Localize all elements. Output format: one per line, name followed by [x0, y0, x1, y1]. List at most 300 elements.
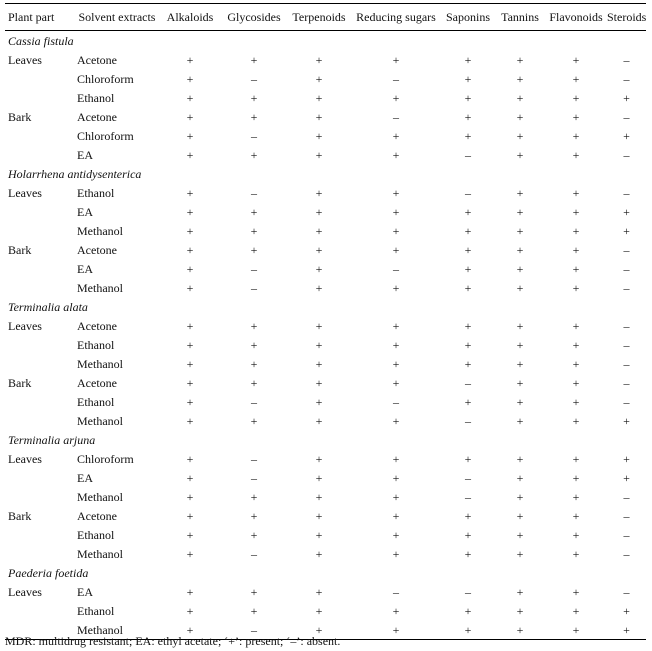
result-cell: + — [623, 413, 630, 428]
result-cell: + — [186, 71, 194, 86]
result-cell: + — [516, 185, 524, 200]
result-cell: + — [315, 147, 323, 162]
result-cell: + — [315, 356, 323, 371]
table-row — [5, 392, 646, 411]
solvent-cell: Chloroform — [77, 451, 134, 466]
result-cell: + — [572, 470, 580, 485]
result-cell: + — [623, 603, 630, 618]
result-cell: + — [464, 603, 472, 618]
header-alkaloids: Alkaloids — [159, 4, 221, 31]
result-cell: + — [315, 52, 323, 67]
solvent-cell: Methanol — [77, 356, 123, 371]
solvent-cell: Methanol — [77, 280, 123, 295]
solvent-cell: Ethanol — [77, 185, 115, 200]
result-cell: + — [315, 451, 323, 466]
result-cell: + — [315, 375, 323, 390]
result-cell: + — [315, 470, 323, 485]
result-cell: + — [572, 280, 580, 295]
table-row — [5, 259, 646, 278]
result-cell: + — [392, 147, 400, 162]
result-cell: + — [516, 527, 524, 542]
solvent-cell: Acetone — [77, 52, 117, 67]
result-cell: + — [572, 356, 580, 371]
result-cell: – — [393, 584, 399, 599]
result-cell: + — [516, 508, 524, 523]
plant-part-cell — [5, 601, 75, 620]
result-cell: + — [572, 128, 580, 143]
result-cell: + — [392, 242, 400, 257]
species-name: Terminalia arjuna — [8, 432, 96, 447]
result-cell: + — [516, 71, 524, 86]
result-cell: + — [572, 261, 580, 276]
result-cell: + — [392, 318, 400, 333]
result-cell: + — [186, 584, 194, 599]
table-row — [5, 126, 646, 145]
header-plant-part: Plant part — [5, 4, 75, 31]
result-cell: + — [392, 413, 400, 428]
result-cell: – — [623, 508, 630, 523]
table-row — [5, 278, 646, 297]
header-solvent-extracts: Solvent extracts — [75, 4, 159, 31]
result-cell: + — [315, 242, 323, 257]
result-cell: + — [186, 242, 194, 257]
table-row — [5, 506, 646, 525]
result-cell: + — [464, 318, 472, 333]
result-cell: + — [186, 356, 194, 371]
result-cell: + — [315, 90, 323, 105]
result-cell: + — [572, 90, 580, 105]
result-cell: + — [516, 337, 524, 352]
table-footnote: MDR: multidrug resistant; EA: ethyl acetate; ‘+’: present; ‘–’: absent. — [5, 634, 341, 648]
result-cell: + — [186, 508, 194, 523]
result-cell: + — [287, 620, 351, 640]
result-cell: + — [516, 90, 524, 105]
result-cell: + — [315, 394, 323, 409]
result-cell: + — [250, 90, 258, 105]
solvent-cell: Chloroform — [77, 128, 134, 143]
solvent-cell: Ethanol — [77, 394, 115, 409]
result-cell: + — [516, 52, 524, 67]
header-tannins: Tannins — [495, 4, 545, 31]
result-cell: – — [623, 489, 630, 504]
result-cell: + — [315, 527, 323, 542]
result-cell: – — [623, 261, 630, 276]
plant-part-cell — [5, 354, 75, 373]
result-cell: + — [250, 337, 258, 352]
result-cell: + — [572, 394, 580, 409]
plant-part-cell: Bark — [8, 109, 32, 124]
solvent-cell: EA — [77, 470, 93, 485]
result-cell: + — [464, 242, 472, 257]
result-cell: + — [315, 584, 323, 599]
result-cell: + — [186, 470, 194, 485]
result-cell: + — [186, 52, 194, 67]
result-cell: + — [623, 90, 630, 105]
result-cell: – — [251, 470, 257, 485]
result-cell: + — [572, 337, 580, 352]
table-row — [5, 335, 646, 354]
result-cell: + — [392, 470, 400, 485]
result-cell: – — [251, 261, 257, 276]
plant-part-cell — [5, 88, 75, 107]
solvent-cell: Methanol — [77, 546, 123, 561]
result-cell: – — [465, 413, 471, 428]
plant-part-cell — [5, 259, 75, 278]
result-cell: – — [623, 337, 630, 352]
result-cell: + — [392, 280, 400, 295]
result-cell: + — [516, 261, 524, 276]
result-cell: + — [516, 584, 524, 599]
result-cell: – — [251, 280, 257, 295]
table-row — [5, 582, 646, 601]
header-reducing-sugars: Reducing sugars — [351, 4, 441, 31]
result-cell: – — [623, 527, 630, 542]
table-row — [5, 487, 646, 506]
result-cell: + — [250, 242, 258, 257]
result-cell: – — [623, 109, 630, 124]
result-cell: + — [159, 620, 221, 640]
species-row — [5, 430, 646, 449]
result-cell: + — [464, 71, 472, 86]
result-cell: + — [516, 603, 524, 618]
result-cell: + — [572, 375, 580, 390]
result-cell: + — [250, 603, 258, 618]
result-cell: + — [315, 261, 323, 276]
result-cell: + — [392, 603, 400, 618]
result-cell: – — [623, 242, 630, 257]
result-cell: + — [464, 204, 472, 219]
result-cell: + — [464, 337, 472, 352]
result-cell: + — [516, 451, 524, 466]
result-cell: – — [623, 394, 630, 409]
result-cell: – — [393, 109, 399, 124]
solvent-cell: Chloroform — [77, 71, 134, 86]
result-cell: + — [572, 52, 580, 67]
result-cell: + — [250, 413, 258, 428]
result-cell: + — [250, 52, 258, 67]
solvent-cell: Methanol — [77, 223, 123, 238]
result-cell: + — [572, 413, 580, 428]
result-cell: + — [464, 508, 472, 523]
table-row — [5, 316, 646, 335]
result-cell: + — [250, 223, 258, 238]
result-cell: + — [250, 147, 258, 162]
result-cell: + — [186, 90, 194, 105]
result-cell: + — [186, 109, 194, 124]
result-cell: – — [623, 318, 630, 333]
result-cell: + — [250, 375, 258, 390]
result-cell: – — [221, 620, 287, 640]
table-header-row — [5, 4, 646, 31]
table-row — [5, 354, 646, 373]
table-row — [5, 373, 646, 392]
result-cell: – — [393, 261, 399, 276]
result-cell: + — [315, 489, 323, 504]
result-cell: + — [392, 356, 400, 371]
result-cell: + — [315, 71, 323, 86]
result-cell: + — [516, 470, 524, 485]
result-cell: – — [623, 584, 630, 599]
header-terpenoids: Terpenoids — [287, 4, 351, 31]
solvent-cell: Ethanol — [77, 527, 115, 542]
result-cell: – — [393, 394, 399, 409]
plant-part-cell: Leaves — [8, 185, 42, 200]
result-cell: – — [623, 52, 630, 67]
header-glycosides: Glycosides — [221, 4, 287, 31]
result-cell: + — [572, 109, 580, 124]
result-cell: + — [315, 413, 323, 428]
result-cell: + — [516, 356, 524, 371]
solvent-cell: Acetone — [77, 318, 117, 333]
result-cell: – — [623, 147, 630, 162]
result-cell: + — [623, 128, 630, 143]
result-cell: + — [392, 489, 400, 504]
result-cell: – — [623, 280, 630, 295]
result-cell: + — [392, 52, 400, 67]
result-cell: + — [572, 242, 580, 257]
result-cell: + — [464, 128, 472, 143]
result-cell: + — [572, 71, 580, 86]
result-cell: + — [516, 280, 524, 295]
plant-part-cell — [5, 544, 75, 563]
solvent-cell: Acetone — [77, 375, 117, 390]
result-cell: + — [250, 489, 258, 504]
solvent-cell: Ethanol — [77, 603, 115, 618]
plant-part-cell — [5, 145, 75, 164]
result-cell: + — [186, 223, 194, 238]
result-cell: + — [186, 394, 194, 409]
solvent-cell: Methanol — [77, 489, 123, 504]
result-cell: + — [250, 109, 258, 124]
result-cell: + — [572, 204, 580, 219]
result-cell: + — [315, 508, 323, 523]
result-cell: + — [545, 620, 607, 640]
result-cell: + — [392, 451, 400, 466]
result-cell: + — [464, 280, 472, 295]
result-cell: + — [392, 128, 400, 143]
result-cell: – — [623, 356, 630, 371]
result-cell: + — [516, 489, 524, 504]
result-cell: + — [315, 204, 323, 219]
table-row — [5, 145, 646, 164]
result-cell: + — [250, 508, 258, 523]
result-cell: – — [465, 584, 471, 599]
result-cell: + — [392, 375, 400, 390]
phytochemical-table — [5, 3, 646, 640]
result-cell: – — [623, 546, 630, 561]
result-cell: + — [186, 603, 194, 618]
species-row — [5, 31, 646, 51]
solvent-cell: Methanol — [75, 620, 159, 640]
solvent-cell: EA — [77, 204, 93, 219]
result-cell: + — [464, 394, 472, 409]
result-cell: + — [186, 318, 194, 333]
result-cell: – — [623, 185, 630, 200]
result-cell: + — [572, 584, 580, 599]
result-cell: – — [623, 71, 630, 86]
solvent-cell: Methanol — [77, 413, 123, 428]
result-cell: + — [464, 546, 472, 561]
result-cell: + — [464, 52, 472, 67]
result-cell: + — [516, 318, 524, 333]
result-cell: + — [516, 546, 524, 561]
result-cell: + — [623, 204, 630, 219]
header-flavonoids: Flavonoids — [545, 4, 607, 31]
table-row — [5, 88, 646, 107]
result-cell: + — [623, 451, 630, 466]
header-saponins: Saponins — [441, 4, 495, 31]
result-cell: + — [572, 223, 580, 238]
result-cell: + — [572, 489, 580, 504]
result-cell: + — [351, 620, 441, 640]
result-cell: + — [516, 375, 524, 390]
species-row — [5, 164, 646, 183]
result-cell: – — [251, 71, 257, 86]
table-body — [5, 31, 646, 640]
result-cell: + — [186, 489, 194, 504]
result-cell: + — [315, 223, 323, 238]
plant-part-cell: Leaves — [8, 451, 42, 466]
solvent-cell: EA — [77, 147, 93, 162]
table-row — [5, 411, 646, 430]
table-row — [5, 107, 646, 126]
result-cell: + — [250, 584, 258, 599]
result-cell: + — [607, 620, 646, 640]
result-cell: + — [186, 527, 194, 542]
species-row — [5, 297, 646, 316]
result-cell: – — [465, 375, 471, 390]
result-cell: + — [516, 128, 524, 143]
result-cell: + — [464, 90, 472, 105]
plant-part-cell — [5, 202, 75, 221]
table-row — [5, 449, 646, 468]
result-cell: + — [315, 185, 323, 200]
species-name: Cassia fistula — [8, 33, 74, 48]
result-cell: – — [251, 546, 257, 561]
result-cell: + — [186, 261, 194, 276]
result-cell: – — [465, 185, 471, 200]
species-name: Terminalia alata — [8, 299, 88, 314]
result-cell: + — [572, 147, 580, 162]
plant-part-cell — [5, 335, 75, 354]
table-row — [5, 601, 646, 620]
result-cell: + — [392, 508, 400, 523]
result-cell: + — [315, 128, 323, 143]
result-cell: + — [315, 280, 323, 295]
plant-part-cell — [5, 126, 75, 145]
result-cell: – — [393, 71, 399, 86]
solvent-cell: Acetone — [77, 109, 117, 124]
result-cell: + — [186, 413, 194, 428]
result-cell: + — [392, 204, 400, 219]
table-row — [5, 525, 646, 544]
plant-part-cell: Leaves — [8, 318, 42, 333]
result-cell: + — [392, 185, 400, 200]
plant-part-cell: Leaves — [8, 584, 42, 599]
result-cell: + — [464, 261, 472, 276]
plant-part-cell: Leaves — [8, 52, 42, 67]
solvent-cell: Ethanol — [77, 337, 115, 352]
result-cell: + — [464, 527, 472, 542]
result-cell: + — [315, 546, 323, 561]
result-cell: + — [464, 451, 472, 466]
result-cell: + — [572, 546, 580, 561]
result-cell: + — [186, 128, 194, 143]
result-cell: – — [623, 375, 630, 390]
result-cell: + — [315, 318, 323, 333]
solvent-cell: EA — [77, 584, 93, 599]
result-cell: + — [516, 413, 524, 428]
result-cell: + — [250, 204, 258, 219]
result-cell: + — [572, 603, 580, 618]
result-cell: + — [186, 147, 194, 162]
table-row — [5, 221, 646, 240]
result-cell: – — [465, 489, 471, 504]
header-steroids: Steroids — [607, 4, 646, 31]
solvent-cell: EA — [77, 261, 93, 276]
result-cell: + — [464, 109, 472, 124]
solvent-cell: Ethanol — [77, 90, 115, 105]
table-row — [5, 202, 646, 221]
plant-part-cell — [5, 487, 75, 506]
result-cell: + — [623, 223, 630, 238]
result-cell: + — [572, 318, 580, 333]
result-cell: – — [465, 470, 471, 485]
species-name: Holarrhena antidysenterica — [8, 166, 142, 181]
table-row — [5, 468, 646, 487]
result-cell: + — [464, 223, 472, 238]
result-cell: + — [572, 185, 580, 200]
table-row — [5, 50, 646, 69]
table-row — [5, 69, 646, 88]
result-cell: + — [441, 620, 495, 640]
species-row — [5, 563, 646, 582]
result-cell: – — [465, 147, 471, 162]
result-cell: + — [250, 318, 258, 333]
plant-part-cell — [5, 69, 75, 88]
result-cell: + — [186, 185, 194, 200]
result-cell: – — [251, 128, 257, 143]
species-name: Paederia foetida — [8, 565, 89, 580]
result-cell: + — [464, 356, 472, 371]
solvent-cell: Acetone — [77, 508, 117, 523]
result-cell: + — [392, 90, 400, 105]
result-cell: + — [250, 356, 258, 371]
plant-part-cell — [5, 221, 75, 240]
plant-part-cell: Bark — [8, 242, 32, 257]
result-cell: + — [186, 337, 194, 352]
solvent-cell: Acetone — [77, 242, 117, 257]
result-cell: + — [516, 394, 524, 409]
result-cell: + — [572, 508, 580, 523]
result-cell: + — [623, 470, 630, 485]
result-cell: – — [251, 451, 257, 466]
result-cell: + — [315, 603, 323, 618]
result-cell: + — [516, 242, 524, 257]
result-cell: + — [572, 527, 580, 542]
result-cell: + — [392, 527, 400, 542]
plant-part-cell: Bark — [8, 508, 32, 523]
plant-part-cell — [5, 411, 75, 430]
table-row — [5, 544, 646, 563]
result-cell: + — [516, 223, 524, 238]
result-cell: – — [251, 394, 257, 409]
result-cell: + — [186, 375, 194, 390]
table-row — [5, 240, 646, 259]
result-cell: + — [315, 109, 323, 124]
result-cell: + — [186, 451, 194, 466]
plant-part-cell — [5, 278, 75, 297]
